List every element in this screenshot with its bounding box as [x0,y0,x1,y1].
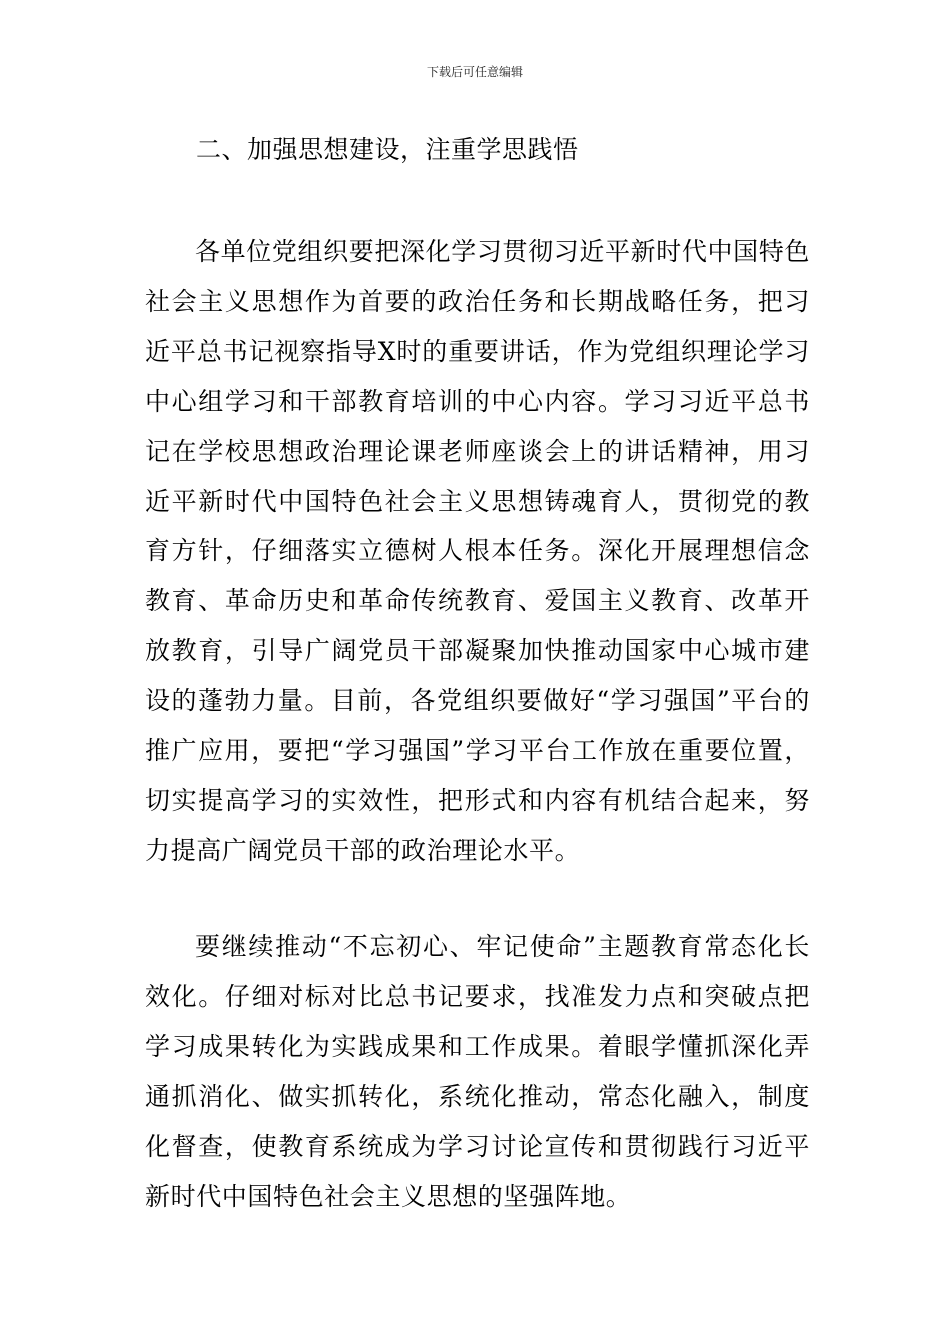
section-heading: 二、加强思想建设，注重学思践悟 [196,135,579,164]
body-paragraph-1: 各单位党组织要把深化学习贯彻习近平新时代中国特色社会主义思想作为首要的政治任务和长期战略任务，把习近平总书记视察指导X时的重要讲话，作为党组织理论学习中心组学习和干部教育培训的中心内容。学习习近平总书记在学校思想政治理论课老师座谈会上的讲话精神，用习近平新时代中国特色社会主义思想铸魂育人，贯彻党的教育方针，仔细落实立德树人根本任务。深化开展理想信念教育、革命历史和革命传统教育、爱国主义教育、改革开放教育，引导广阔党员干部凝聚加快推动国家中心城市建设的蓬勃力量。目前，各党组织要做好“学习强国”平台的推广应用，要把“学习强国”学习平台工作放在重要位置，切实提高学习的实效性，把形式和内容有机结合起来，努力提高广阔党员干部的政治理论水平。 [145,237,810,865]
header-note: 下载后可任意编辑 [426,65,523,79]
body-paragraph-2: 要继续推动“不忘初心、牢记使命”主题教育常态化长效化。仔细对标对比总书记要求，找准发力点和突破点把学习成果转化为实践成果和工作成果。着眼学懂抓深化弄通抓消化、做实抓转化，系统化推动，常态化融入，制度化督查，使教育系统成为学习讨论宣传和贯彻践行习近平新时代中国特色社会主义思想的坚强阵地。 [145,932,810,1211]
